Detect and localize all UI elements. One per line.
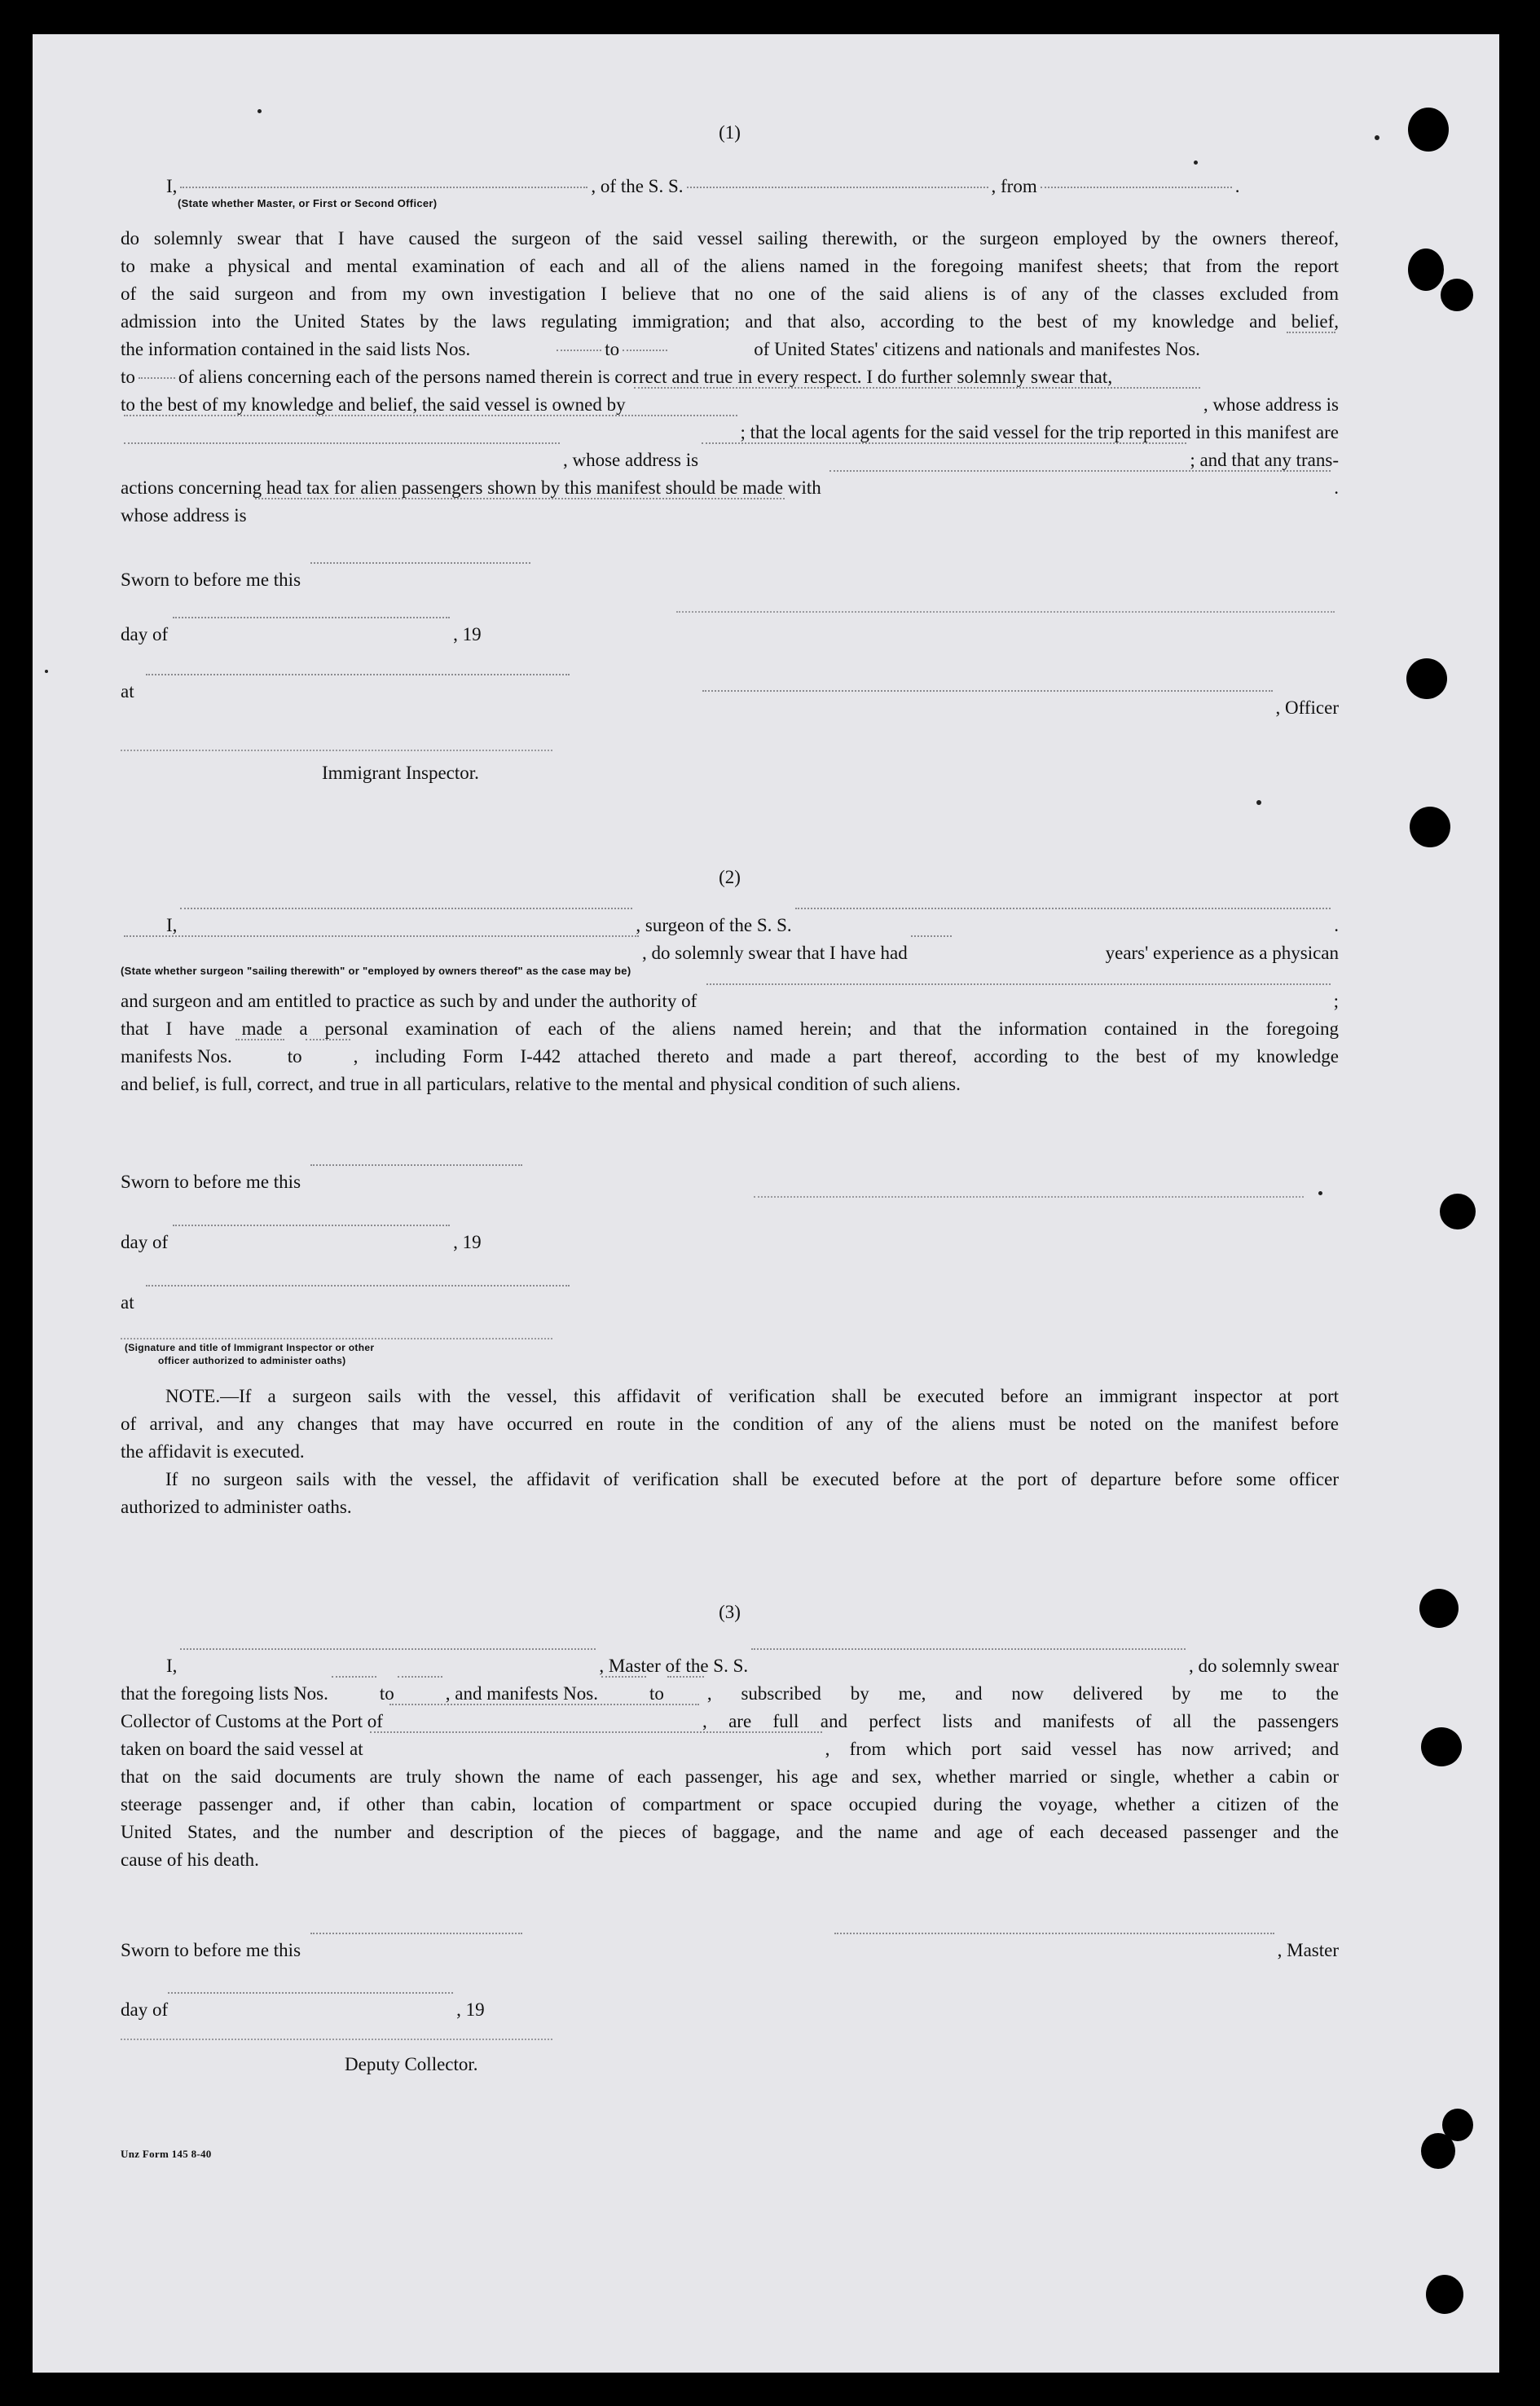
- section1-body-line: do solemnly swear that I have caused the surgeon of the said vessel sailing therewith, or the surgeon employed by the owners thereof,: [121, 228, 1339, 249]
- master-lists-from-field[interactable]: [332, 1676, 376, 1678]
- master-signature-field[interactable]: [834, 1933, 1274, 1934]
- surgeon-manifest-from-field[interactable]: [235, 1039, 284, 1040]
- stray-mark: [1194, 161, 1198, 165]
- section1-body-line: admission into the United States by the laws regulating immigration; and that also, according to the best of my knowledge and belief,: [121, 311, 1339, 332]
- master-sworn-date-field[interactable]: [310, 1933, 522, 1934]
- deputy-collector-label: Deputy Collector.: [345, 2054, 478, 2074]
- section1-body-line: to make a physical and mental examination of each and all of the aliens named in the foregoing manifest sheets; that from the report: [121, 256, 1339, 276]
- stray-mark: [45, 670, 48, 673]
- headtax-address-field[interactable]: [255, 498, 785, 499]
- headtax-contact-field[interactable]: [829, 470, 1331, 472]
- years-field[interactable]: [911, 935, 952, 937]
- section1-owned-line: to the best of my knowledge and belief, the said vessel is owned by , whose address is: [121, 391, 1339, 418]
- section2-exam-line: that I have made a personal examination of each of the aliens named herein; and that the information contained in the foregoing: [121, 1018, 1339, 1039]
- port-of-arrival-field[interactable]: [389, 1704, 699, 1705]
- section1-dayof-line: day of , 19: [121, 621, 1339, 648]
- punch-hole: [1406, 658, 1447, 699]
- note-paragraph-line: authorized to administer oaths.: [121, 1497, 352, 1517]
- surgeon-status-field[interactable]: [124, 935, 639, 937]
- stray-mark: [257, 109, 262, 113]
- form-page: [33, 34, 1499, 2373]
- punch-hole: [1410, 807, 1450, 847]
- surgeon-manifest-to-field[interactable]: [306, 1039, 350, 1040]
- signature-title-note-1: (Signature and title of Immigrant Inspector or other: [125, 1342, 375, 1353]
- lists-from-field[interactable]: [557, 350, 601, 351]
- section3-sworn-line: Sworn to before me this , Master: [121, 1937, 1339, 1964]
- master-name-field[interactable]: [180, 1648, 596, 1650]
- port-from-field[interactable]: [1041, 187, 1232, 188]
- inspector-signature-line[interactable]: [121, 750, 552, 751]
- surgeon-sworn-date-field[interactable]: [310, 1164, 522, 1166]
- owner-address-field[interactable]: [124, 415, 737, 416]
- surgeon-month-field[interactable]: [173, 1225, 450, 1226]
- sworn-date-field[interactable]: [310, 562, 530, 564]
- officer-rank-note: (State whether Master, or First or Second Officer): [178, 197, 438, 209]
- stray-mark: [1318, 1191, 1322, 1195]
- punch-hole: [1441, 279, 1473, 311]
- punch-hole: [1421, 1727, 1462, 1766]
- master-vessel-field[interactable]: [751, 1648, 1186, 1650]
- section2-sworn-line: Sworn to before me this: [121, 1168, 1339, 1195]
- section3-collector-line: Collector of Customs at the Port of , are full and perfect lists and manifests of all the passengers: [121, 1708, 1339, 1735]
- section1-at-line: at: [121, 678, 1339, 705]
- officer-signature-field[interactable]: [702, 690, 1273, 692]
- signature-title-note-2: officer authorized to administer oaths): [158, 1355, 346, 1366]
- section3-lists-line: that the foregoing lists Nos. to , and manifests Nos. to , subscribed by me, and now delivered by me to the: [121, 1680, 1339, 1707]
- surgeon-location-field[interactable]: [146, 1285, 570, 1287]
- punch-hole: [1408, 249, 1444, 291]
- month-field[interactable]: [173, 617, 450, 618]
- punch-hole: [1440, 1194, 1476, 1229]
- immigrant-inspector-label: Immigrant Inspector.: [322, 763, 479, 783]
- section1-sworn-line: Sworn to before me this: [121, 566, 1339, 593]
- note-paragraph-line: If no surgeon sails with the vessel, the affidavit of verification shall be executed before at the port of departure before some officer: [165, 1469, 1339, 1489]
- authority-field[interactable]: [706, 983, 1330, 985]
- authorized-officer-signature-line[interactable]: [121, 1338, 552, 1339]
- form-number: Unz Form 145 8-40: [121, 2148, 212, 2160]
- section1-agents-line: ; that the local agents for the said vessel for the trip reported in this manifest are: [121, 419, 1339, 446]
- officer-signature-line: , Officer: [121, 694, 1339, 721]
- location-field[interactable]: [146, 674, 570, 675]
- section2-number: (2): [719, 867, 741, 887]
- section3-dayof-line: day of , 19: [121, 1996, 1339, 2023]
- punch-hole: [1421, 2133, 1455, 2169]
- section1-lists-line: the information contained in the said lists Nos. to of United States' citizens and nationals and manifestes Nos.: [121, 336, 1339, 363]
- section1-to-line: to of aliens concerning each of the persons named therein is correct and true in every respect. I do further solemnly swear that,: [121, 367, 1113, 387]
- section1-address-line: , whose address is ; and that any trans-: [121, 446, 1339, 473]
- note-paragraph-line: of arrival, and any changes that may have occurred en route in the condition of any of the aliens must be noted on the manifest before: [121, 1414, 1339, 1434]
- agents-address-field[interactable]: [702, 442, 1186, 444]
- note-paragraph-line: the affidavit is executed.: [121, 1441, 305, 1462]
- section3-body-line: cause of his death.: [121, 1850, 259, 1870]
- surgeon-status-note: (State whether surgeon "sailing therewith" or "employed by owners thereof" as the case may be): [121, 965, 631, 977]
- section3-number: (3): [719, 1602, 741, 1622]
- lists-to-field[interactable]: [623, 350, 667, 351]
- manifests-to-field[interactable]: [139, 377, 175, 379]
- section3-master-line: I, , Master of the S. S. , do solemnly swear: [121, 1652, 1339, 1679]
- section3-body-line: United States, and the number and description of the pieces of baggage, and the name and age of each deceased passenger and the: [121, 1822, 1339, 1842]
- section3-body-line: steerage passenger and, if other than cabin, location of compartment or space occupied during the voyage, whether a citizen of the: [121, 1794, 1339, 1814]
- section1-number: (1): [719, 122, 741, 143]
- deputy-signature-line[interactable]: [121, 2039, 552, 2040]
- note-paragraph-line: NOTE.—If a surgeon sails with the vessel, this affidavit of verification shall be executed before an immigrant inspector at port: [165, 1386, 1339, 1406]
- section2-belief-line: and belief, is full, correct, and true in all particulars, relative to the mental and physical condition of such aliens.: [121, 1074, 961, 1094]
- surgeon-name-field[interactable]: [180, 908, 632, 909]
- stray-mark: [1375, 135, 1379, 140]
- manifests-from-field[interactable]: [1287, 332, 1335, 333]
- section2-dayof-line: day of , 19: [121, 1229, 1339, 1256]
- section2-authority-line: and surgeon and am entitled to practice as such by and under the authority of ;: [121, 987, 1339, 1014]
- agents-field[interactable]: [124, 442, 560, 444]
- punch-hole: [1408, 108, 1449, 152]
- section2-years-line: , do solemnly swear that I have had years' experience as a physican: [121, 939, 1339, 966]
- owner-field[interactable]: [634, 387, 1200, 389]
- section2-surgeon-line: I, , surgeon of the S. S. .: [121, 912, 1339, 939]
- signature-line[interactable]: [676, 611, 1335, 613]
- officer-name-field[interactable]: [180, 187, 587, 188]
- section1-headtax-line: actions concerning head tax for alien passengers shown by this manifest should be made with .: [121, 474, 1339, 501]
- section1-body-line: of the said surgeon and from my own investigation I believe that no one of the said aliens is of any of the classes excluded from: [121, 284, 1339, 304]
- punch-hole: [1426, 2275, 1463, 2314]
- section1-whose-line: whose address is: [121, 502, 1339, 529]
- port-of-embarkation-field[interactable]: [370, 1731, 822, 1733]
- section1-officer-line: I, , of the S. S. , from .: [166, 176, 1240, 196]
- section2-at-line: at: [121, 1289, 1339, 1316]
- stray-mark: [1256, 800, 1261, 805]
- section2-manifest-line: manifests Nos. to , including Form I-442 attached thereto and made a part thereof, according to the best of my knowledge: [121, 1043, 1339, 1070]
- punch-hole: [1419, 1589, 1459, 1628]
- master-manifests-from-field[interactable]: [601, 1676, 646, 1678]
- vessel-name-field[interactable]: [687, 187, 988, 188]
- master-month-field[interactable]: [168, 1992, 453, 1994]
- section3-taken-line: taken on board the said vessel at , from which port said vessel has now arrived; and: [121, 1735, 1339, 1762]
- section3-body-line: that on the said documents are truly shown the name of each passenger, his age and sex, whether married or single, whether a cabin or: [121, 1766, 1339, 1787]
- surgeon-signature-line[interactable]: [754, 1196, 1304, 1198]
- master-lists-to-field[interactable]: [398, 1676, 442, 1678]
- master-manifests-to-field[interactable]: [667, 1676, 704, 1678]
- surgeon-vessel-field[interactable]: [795, 908, 1331, 909]
